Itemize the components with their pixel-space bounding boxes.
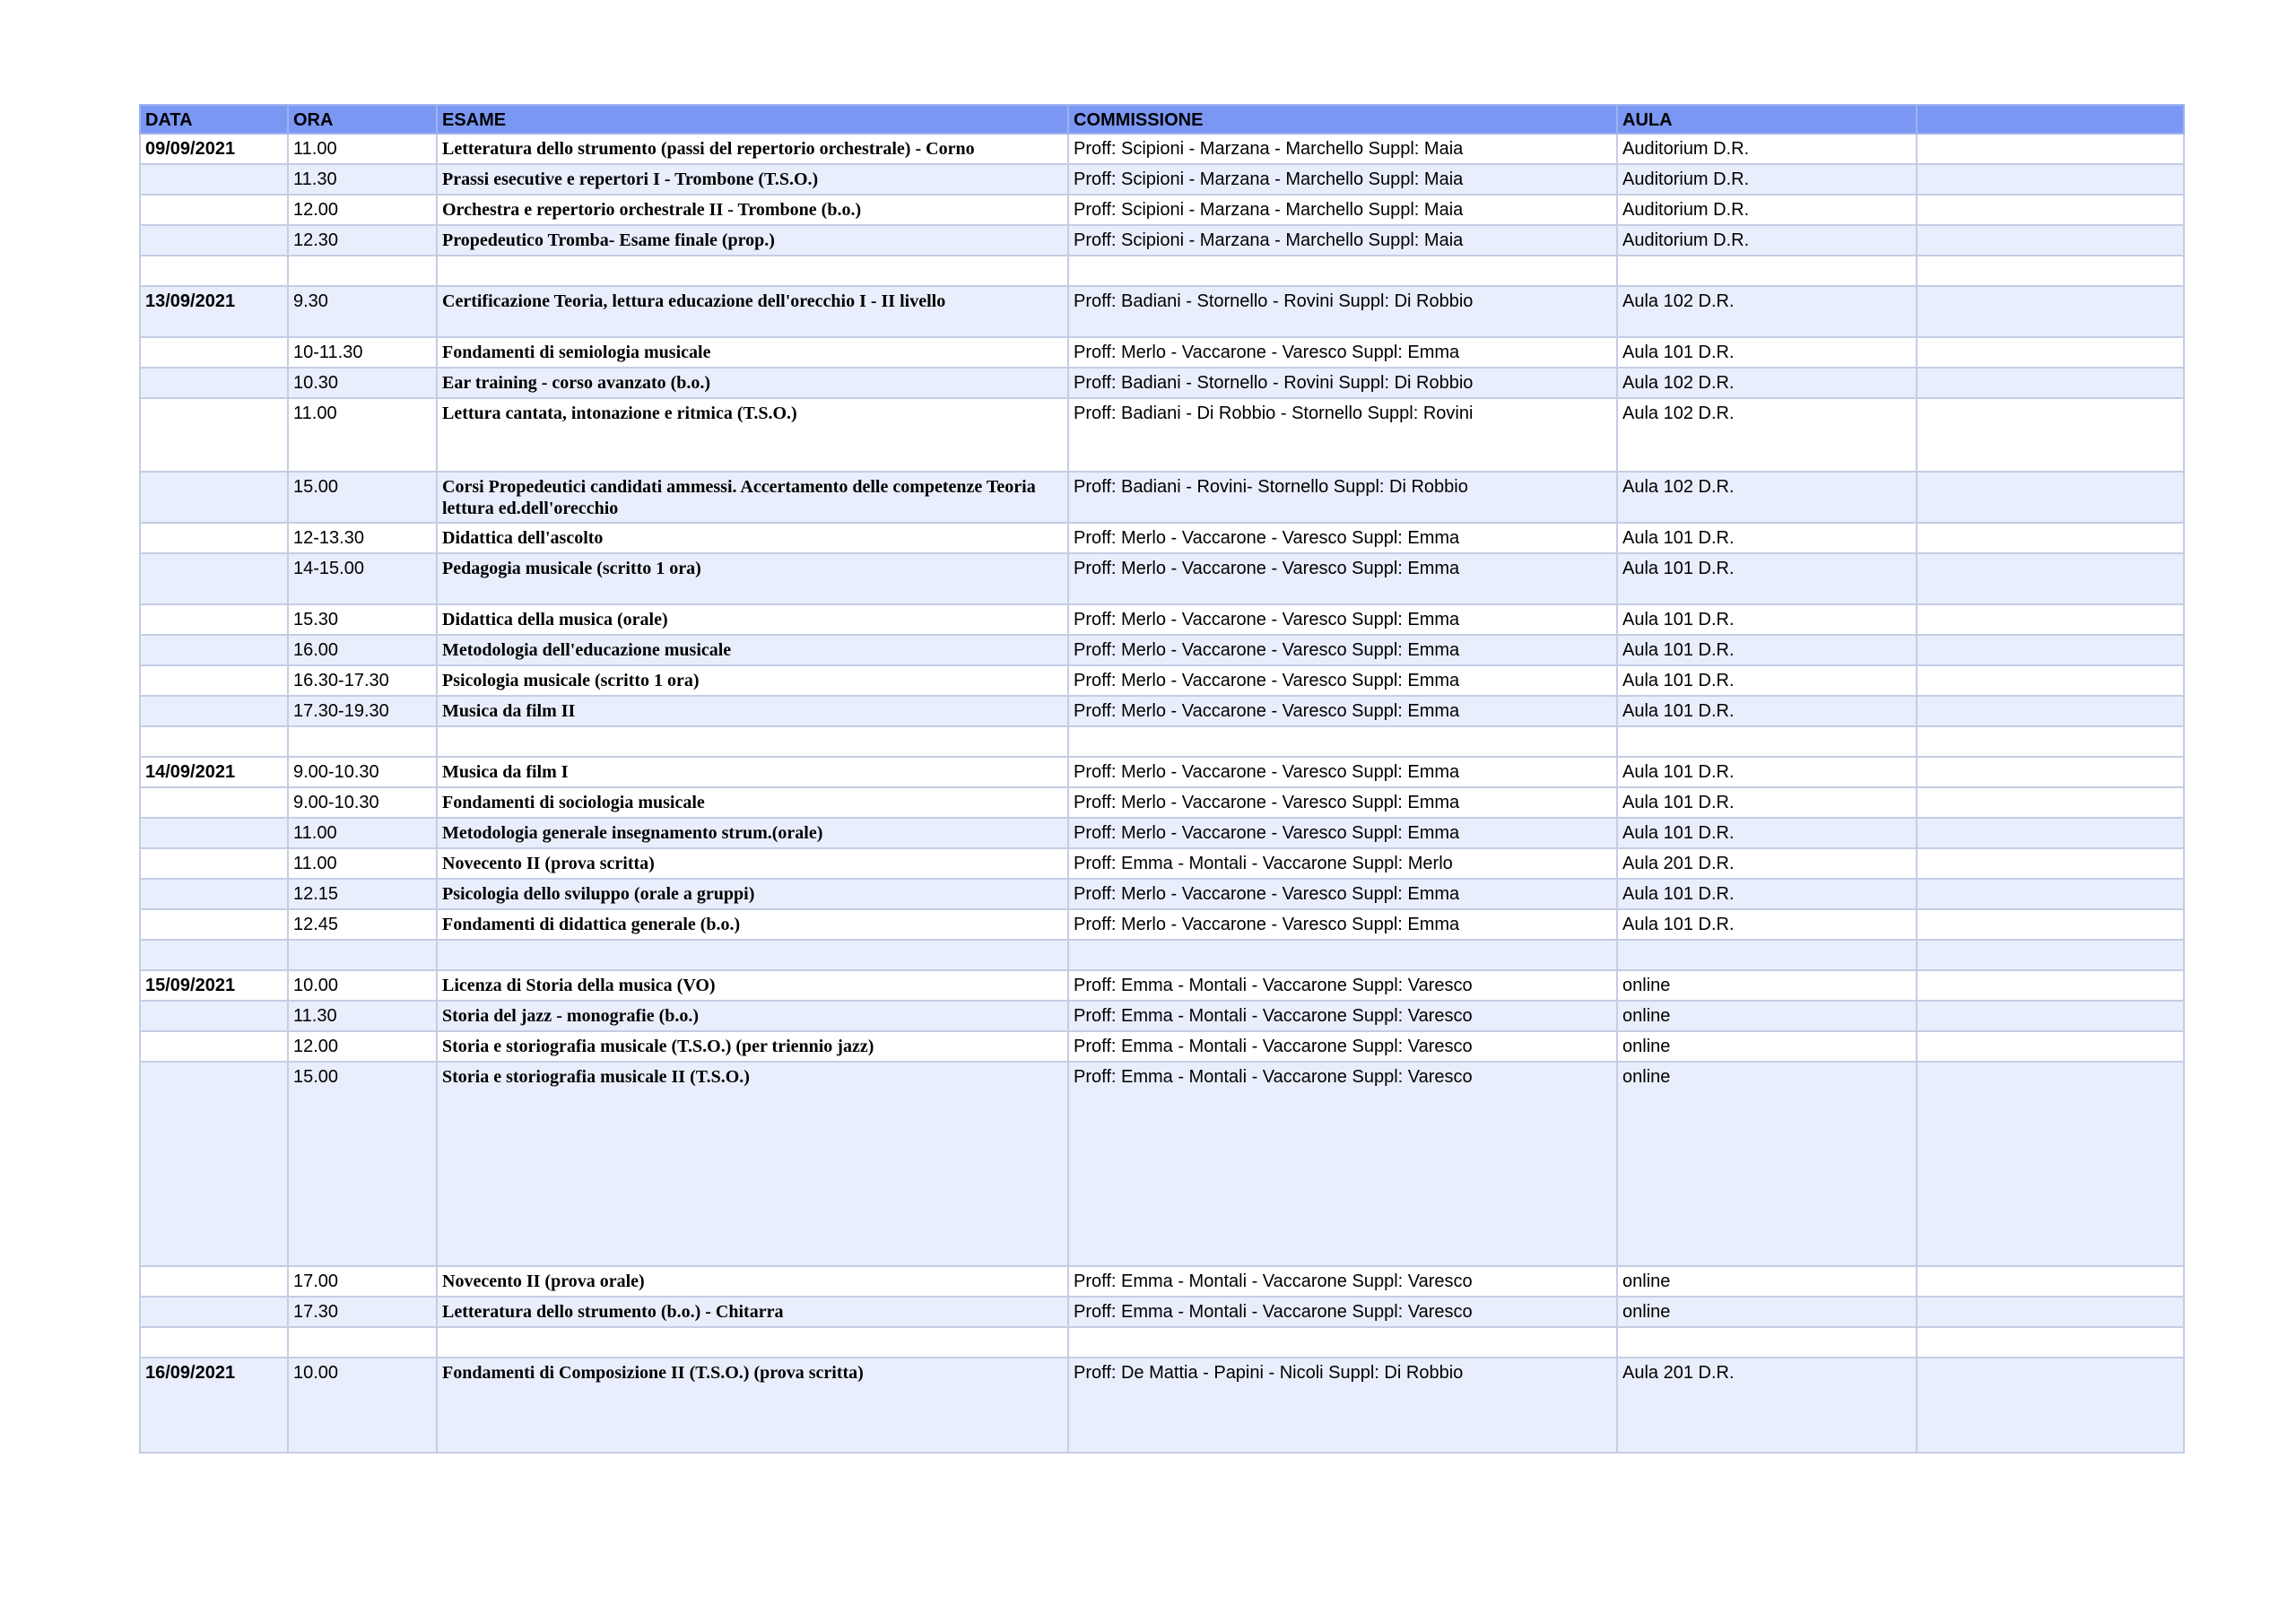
table-row [140,523,2184,553]
time-cell: 17.30 [288,1297,437,1327]
date-cell [140,195,288,225]
exam-cell [437,1327,1068,1358]
exam-cell: Psicologia dello sviluppo (orale a gruppi) [437,879,1068,909]
exam-cell: Letteratura dello strumento (b.o.) - Chitarra [437,1297,1068,1327]
room-cell: online [1617,1297,1917,1327]
committee-cell: Proff: Emma - Montali - Vaccarone Suppl: Varesco [1068,1297,1617,1327]
room-cell: online [1617,1266,1917,1297]
exam-cell: Pedagogia musicale (scritto 1 ora) [437,553,1068,604]
exam-cell: Fondamenti di sociologia musicale [437,787,1068,818]
date-cell [140,787,288,818]
committee-cell: Proff: Scipioni - Marzana - Marchello Suppl: Maia [1068,195,1617,225]
date-cell [140,726,288,757]
empty-cell [1917,195,2184,225]
room-cell: Aula 101 D.R. [1617,909,1917,940]
exam-cell: Orchestra e repertorio orchestrale II - Trombone (b.o.) [437,195,1068,225]
exam-cell: Novecento II (prova scritta) [437,848,1068,879]
header-date: DATA [140,105,288,134]
time-cell: 16.30-17.30 [288,665,437,696]
table-row [140,726,2184,757]
time-cell: 11.00 [288,848,437,879]
table-row [140,368,2184,398]
empty-cell [1917,696,2184,726]
table-row [140,1001,2184,1031]
empty-cell [1917,1266,2184,1297]
room-cell [1617,256,1917,286]
date-cell: 09/09/2021 [140,134,288,164]
exam-cell: Storia del jazz - monografie (b.o.) [437,1001,1068,1031]
committee-cell [1068,1327,1617,1358]
time-cell: 11.30 [288,1001,437,1031]
empty-cell [1917,879,2184,909]
table-row [140,940,2184,970]
empty-cell [1917,665,2184,696]
table-row [140,286,2184,337]
committee-cell [1068,940,1617,970]
exam-cell: Metodologia generale insegnamento strum.(orale) [437,818,1068,848]
header-time: ORA [288,105,437,134]
header-committee: COMMISSIONE [1068,105,1617,134]
time-cell: 15.00 [288,1062,437,1266]
committee-cell: Proff: Emma - Montali - Vaccarone Suppl: Varesco [1068,1062,1617,1266]
date-cell [140,665,288,696]
date-cell [140,256,288,286]
empty-cell [1917,604,2184,635]
table-row [140,696,2184,726]
date-cell [140,1266,288,1297]
table-row [140,848,2184,879]
exam-cell [437,940,1068,970]
time-cell [288,1327,437,1358]
time-cell: 10.30 [288,368,437,398]
committee-cell: Proff: De Mattia - Papini - Nicoli Suppl: Di Robbio [1068,1358,1617,1453]
table-row [140,225,2184,256]
date-cell [140,337,288,368]
committee-cell: Proff: Merlo - Vaccarone - Varesco Suppl: Emma [1068,604,1617,635]
room-cell: Aula 102 D.R. [1617,398,1917,472]
header-extra [1917,105,2184,134]
committee-cell: Proff: Badiani - Di Robbio - Stornello Suppl: Rovini [1068,398,1617,472]
time-cell: 10-11.30 [288,337,437,368]
room-cell: Aula 201 D.R. [1617,1358,1917,1453]
date-cell [140,472,288,523]
exam-cell: Psicologia musicale (scritto 1 ora) [437,665,1068,696]
time-cell: 14-15.00 [288,553,437,604]
date-cell [140,398,288,472]
empty-cell [1917,970,2184,1001]
committee-cell: Proff: Merlo - Vaccarone - Varesco Suppl: Emma [1068,818,1617,848]
time-cell: 16.00 [288,635,437,665]
committee-cell: Proff: Merlo - Vaccarone - Varesco Suppl: Emma [1068,909,1617,940]
date-cell [140,368,288,398]
time-cell: 9.00-10.30 [288,757,437,787]
committee-cell: Proff: Scipioni - Marzana - Marchello Suppl: Maia [1068,225,1617,256]
time-cell: 17.30-19.30 [288,696,437,726]
header-row [140,105,2184,134]
date-cell: 16/09/2021 [140,1358,288,1453]
table-row [140,1358,2184,1453]
committee-cell: Proff: Emma - Montali - Vaccarone Suppl: Varesco [1068,970,1617,1001]
empty-cell [1917,818,2184,848]
exam-cell: Fondamenti di Composizione II (T.S.O.) (prova scritta) [437,1358,1068,1453]
committee-cell: Proff: Emma - Montali - Vaccarone Suppl: Merlo [1068,848,1617,879]
table-row [140,1327,2184,1358]
table-row [140,604,2184,635]
room-cell: Aula 101 D.R. [1617,337,1917,368]
date-cell: 14/09/2021 [140,757,288,787]
table-row [140,553,2184,604]
empty-cell [1917,164,2184,195]
committee-cell: Proff: Badiani - Stornello - Rovini Suppl: Di Robbio [1068,286,1617,337]
date-cell [140,604,288,635]
table-row [140,970,2184,1001]
time-cell: 17.00 [288,1266,437,1297]
date-cell [140,523,288,553]
exam-schedule-table [139,104,2185,1454]
empty-cell [1917,1297,2184,1327]
time-cell: 12.00 [288,195,437,225]
empty-cell [1917,848,2184,879]
table-row [140,909,2184,940]
committee-cell: Proff: Merlo - Vaccarone - Varesco Suppl: Emma [1068,337,1617,368]
empty-cell [1917,726,2184,757]
room-cell: Aula 101 D.R. [1617,665,1917,696]
room-cell: Aula 101 D.R. [1617,553,1917,604]
committee-cell: Proff: Scipioni - Marzana - Marchello Suppl: Maia [1068,164,1617,195]
table-row [140,635,2184,665]
date-cell [140,696,288,726]
time-cell: 15.00 [288,472,437,523]
time-cell: 12-13.30 [288,523,437,553]
table-row [140,398,2184,472]
date-cell [140,818,288,848]
date-cell [140,848,288,879]
exam-cell: Certificazione Teoria, lettura educazione dell'orecchio I - II livello [437,286,1068,337]
table-row [140,256,2184,286]
exam-cell: Ear training - corso avanzato (b.o.) [437,368,1068,398]
header-room: AULA [1617,105,1917,134]
room-cell: online [1617,1001,1917,1031]
exam-cell: Didattica della musica (orale) [437,604,1068,635]
committee-cell: Proff: Merlo - Vaccarone - Varesco Suppl: Emma [1068,787,1617,818]
time-cell [288,940,437,970]
time-cell: 10.00 [288,970,437,1001]
room-cell: online [1617,1031,1917,1062]
committee-cell: Proff: Merlo - Vaccarone - Varesco Suppl: Emma [1068,635,1617,665]
room-cell: Aula 102 D.R. [1617,286,1917,337]
committee-cell: Proff: Emma - Montali - Vaccarone Suppl: Varesco [1068,1031,1617,1062]
room-cell: Aula 101 D.R. [1617,818,1917,848]
time-cell: 11.00 [288,134,437,164]
date-cell [140,940,288,970]
room-cell: Auditorium D.R. [1617,225,1917,256]
table-row [140,1266,2184,1297]
time-cell: 11.00 [288,818,437,848]
table-row [140,1062,2184,1266]
room-cell: online [1617,970,1917,1001]
empty-cell [1917,286,2184,337]
exam-cell: Prassi esecutive e repertori I - Trombone (T.S.O.) [437,164,1068,195]
header-exam: ESAME [437,105,1068,134]
exam-cell: Corsi Propedeutici candidati ammessi. Accertamento delle competenze Teoria lettura ed.dell'orecchio [437,472,1068,523]
exam-cell: Metodologia dell'educazione musicale [437,635,1068,665]
committee-cell: Proff: Merlo - Vaccarone - Varesco Suppl: Emma [1068,665,1617,696]
committee-cell [1068,256,1617,286]
table-row [140,1031,2184,1062]
date-cell: 15/09/2021 [140,970,288,1001]
exam-cell: Musica da film I [437,757,1068,787]
time-cell: 11.30 [288,164,437,195]
time-cell: 9.00-10.30 [288,787,437,818]
time-cell: 12.45 [288,909,437,940]
date-cell [140,1327,288,1358]
empty-cell [1917,472,2184,523]
time-cell [288,256,437,286]
time-cell: 10.00 [288,1358,437,1453]
empty-cell [1917,1031,2184,1062]
empty-cell [1917,757,2184,787]
committee-cell: Proff: Scipioni - Marzana - Marchello Suppl: Maia [1068,134,1617,164]
committee-cell: Proff: Emma - Montali - Vaccarone Suppl: Varesco [1068,1001,1617,1031]
exam-cell: Fondamenti di didattica generale (b.o.) [437,909,1068,940]
time-cell: 9.30 [288,286,437,337]
date-cell [140,164,288,195]
empty-cell [1917,1062,2184,1266]
room-cell: Aula 101 D.R. [1617,696,1917,726]
date-cell [140,1062,288,1266]
room-cell: online [1617,1062,1917,1266]
empty-cell [1917,1001,2184,1031]
table-row [140,337,2184,368]
committee-cell: Proff: Merlo - Vaccarone - Varesco Suppl: Emma [1068,757,1617,787]
empty-cell [1917,225,2184,256]
exam-cell: Storia e storiografia musicale (T.S.O.) (per triennio jazz) [437,1031,1068,1062]
committee-cell: Proff: Merlo - Vaccarone - Varesco Suppl: Emma [1068,553,1617,604]
table-row [140,134,2184,164]
committee-cell: Proff: Merlo - Vaccarone - Varesco Suppl: Emma [1068,696,1617,726]
table-body [140,134,2184,1453]
room-cell: Aula 101 D.R. [1617,787,1917,818]
table-row [140,818,2184,848]
table-row [140,787,2184,818]
committee-cell: Proff: Badiani - Stornello - Rovini Suppl: Di Robbio [1068,368,1617,398]
date-cell [140,553,288,604]
empty-cell [1917,553,2184,604]
empty-cell [1917,398,2184,472]
table-row [140,472,2184,523]
date-cell: 13/09/2021 [140,286,288,337]
empty-cell [1917,635,2184,665]
exam-cell [437,726,1068,757]
empty-cell [1917,368,2184,398]
committee-cell: Proff: Merlo - Vaccarone - Varesco Suppl: Emma [1068,879,1617,909]
table-row [140,195,2184,225]
room-cell: Aula 101 D.R. [1617,635,1917,665]
room-cell: Auditorium D.R. [1617,195,1917,225]
exam-cell: Lettura cantata, intonazione e ritmica (T.S.O.) [437,398,1068,472]
table-row [140,757,2184,787]
empty-cell [1917,1358,2184,1453]
room-cell: Aula 101 D.R. [1617,523,1917,553]
time-cell: 11.00 [288,398,437,472]
time-cell: 12.15 [288,879,437,909]
committee-cell: Proff: Badiani - Rovini- Stornello Suppl: Di Robbio [1068,472,1617,523]
room-cell: Aula 101 D.R. [1617,604,1917,635]
empty-cell [1917,787,2184,818]
date-cell [140,1031,288,1062]
exam-cell: Letteratura dello strumento (passi del repertorio orchestrale) - Corno [437,134,1068,164]
empty-cell [1917,337,2184,368]
time-cell [288,726,437,757]
exam-cell: Novecento II (prova orale) [437,1266,1068,1297]
room-cell [1617,726,1917,757]
time-cell: 15.30 [288,604,437,635]
exam-cell: Fondamenti di semiologia musicale [437,337,1068,368]
room-cell: Aula 101 D.R. [1617,879,1917,909]
empty-cell [1917,134,2184,164]
time-cell: 12.30 [288,225,437,256]
empty-cell [1917,256,2184,286]
empty-cell [1917,909,2184,940]
date-cell [140,909,288,940]
date-cell [140,225,288,256]
room-cell [1617,940,1917,970]
room-cell: Aula 102 D.R. [1617,368,1917,398]
empty-cell [1917,523,2184,553]
exam-cell: Storia e storiografia musicale II (T.S.O.) [437,1062,1068,1266]
room-cell: Aula 201 D.R. [1617,848,1917,879]
empty-cell [1917,1327,2184,1358]
time-cell: 12.00 [288,1031,437,1062]
table-row [140,879,2184,909]
empty-cell [1917,940,2184,970]
exam-cell: Licenza di Storia della musica (VO) [437,970,1068,1001]
date-cell [140,1001,288,1031]
room-cell: Aula 101 D.R. [1617,757,1917,787]
committee-cell [1068,726,1617,757]
date-cell [140,635,288,665]
date-cell [140,1297,288,1327]
table-row [140,1297,2184,1327]
room-cell: Auditorium D.R. [1617,164,1917,195]
room-cell: Auditorium D.R. [1617,134,1917,164]
room-cell: Aula 102 D.R. [1617,472,1917,523]
committee-cell: Proff: Emma - Montali - Vaccarone Suppl: Varesco [1068,1266,1617,1297]
table-row [140,665,2184,696]
date-cell [140,879,288,909]
exam-cell: Didattica dell'ascolto [437,523,1068,553]
room-cell [1617,1327,1917,1358]
exam-cell [437,256,1068,286]
committee-cell: Proff: Merlo - Vaccarone - Varesco Suppl: Emma [1068,523,1617,553]
exam-cell: Musica da film II [437,696,1068,726]
exam-cell: Propedeutico Tromba- Esame finale (prop.) [437,225,1068,256]
table-row [140,164,2184,195]
